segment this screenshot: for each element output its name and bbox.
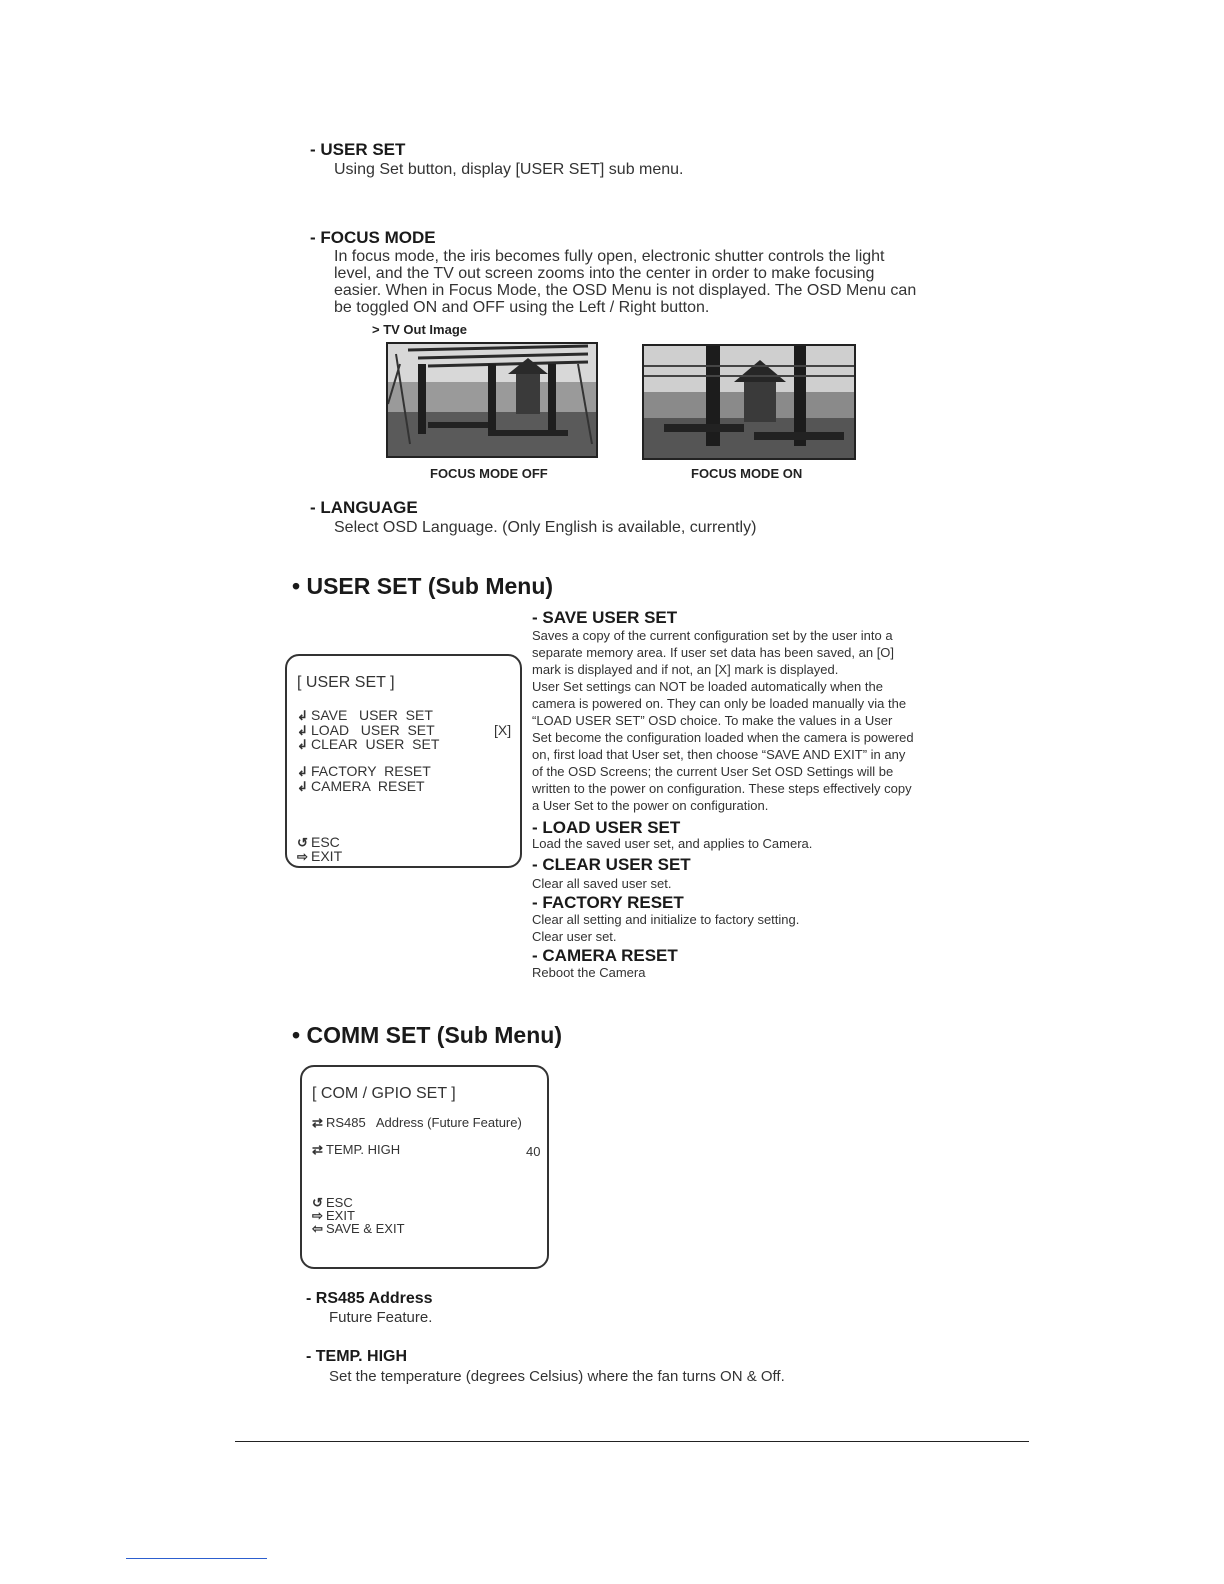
temp-high-heading: - TEMP. HIGH xyxy=(306,1348,408,1365)
osd-item-rs485 xyxy=(312,1115,522,1131)
caption-focus-on: FOCUS MODE ON xyxy=(691,466,803,481)
factory-line: Clear all setting and initialize to factory setting. xyxy=(532,912,800,927)
camera-reset-desc: Reboot the Camera xyxy=(532,965,646,980)
factory-reset-desc xyxy=(532,911,799,945)
footer-link-line xyxy=(126,1558,267,1559)
user-set-desc: Using Set button, display [USER SET] sub menu. xyxy=(334,161,684,178)
user-set-section-title xyxy=(292,573,553,600)
save-line: User Set settings can NOT be loaded automatically when the xyxy=(532,679,883,694)
osd-item-label: CAMERA RESET xyxy=(311,778,425,794)
section-bullet: • xyxy=(292,1022,301,1048)
osd-item-label: RS485 Address (Future Feature) xyxy=(326,1115,522,1130)
osd-item-camera-reset xyxy=(297,778,425,795)
enter-arrow-icon: ↲ xyxy=(297,779,308,794)
rs485-desc: Future Feature. xyxy=(329,1309,433,1326)
clear-user-set-heading: - CLEAR USER SET xyxy=(532,855,691,874)
focus-mode-on-image xyxy=(642,344,856,460)
load-user-set-desc: Load the saved user set, and applies to Camera. xyxy=(532,836,813,851)
focus-mode-line: In focus mode, the iris becomes fully open, electronic shutter controls the light xyxy=(334,248,885,265)
save-line: of the OSD Screens; the current User Set OSD Settings will be xyxy=(532,764,894,779)
enter-arrow-icon: ↲ xyxy=(297,708,308,723)
osd-save-exit-label: SAVE & EXIT xyxy=(326,1221,405,1236)
save-line: separate memory area. If user set data has been saved, an [O] xyxy=(532,645,895,660)
temp-high-desc: Set the temperature (degrees Celsius) where the fan turns ON & Off. xyxy=(329,1368,785,1385)
focus-mode-off-image xyxy=(386,342,598,458)
language-heading: - LANGUAGE xyxy=(310,498,418,517)
osd-exit xyxy=(297,848,342,865)
osd-menu-title: [ USER SET ] xyxy=(297,674,395,691)
save-line: camera is powered on. They can only be loaded manually via the xyxy=(532,696,907,711)
osd-exit-label: EXIT xyxy=(326,1208,355,1223)
rs485-heading: - RS485 Address xyxy=(306,1290,433,1307)
osd-item-label: LOAD USER SET xyxy=(311,722,435,738)
save-line: on, first load that User set, then choose “SAVE AND EXIT” in any xyxy=(532,747,906,762)
exit-icon: ⇨ xyxy=(312,1208,323,1223)
osd-item-temp-high xyxy=(312,1142,400,1158)
toggle-arrows-icon: ⇄ xyxy=(312,1115,323,1130)
caption-focus-off: FOCUS MODE OFF xyxy=(430,466,548,481)
osd-exit-label: EXIT xyxy=(311,848,343,864)
language-desc: Select OSD Language. (Only English is available, currently) xyxy=(334,519,757,536)
osd-item-label: FACTORY RESET xyxy=(311,763,431,779)
enter-arrow-icon: ↲ xyxy=(297,764,308,779)
tv-out-label: > TV Out Image xyxy=(372,322,467,337)
focus-mode-desc xyxy=(334,248,954,316)
return-icon: ↺ xyxy=(312,1195,323,1210)
enter-arrow-icon: ↲ xyxy=(297,723,308,738)
user-set-heading: - USER SET xyxy=(310,140,406,159)
osd-item-label: TEMP. HIGH xyxy=(326,1142,401,1157)
pergola-zoomed-graphic xyxy=(644,346,854,458)
osd-item-label: CLEAR USER SET xyxy=(311,736,440,752)
save-line: Saves a copy of the current configuration set by the user into a xyxy=(532,628,893,643)
camera-reset-heading: - CAMERA RESET xyxy=(532,946,678,965)
save-line: written to the power on configuration. These steps effectively copy xyxy=(532,781,912,796)
focus-mode-line: be toggled ON and OFF using the Left / Right button. xyxy=(334,299,710,316)
osd-temp-value: 40 xyxy=(526,1144,541,1159)
enter-arrow-icon: ↲ xyxy=(297,737,308,752)
osd-item-label: SAVE USER SET xyxy=(311,707,433,723)
return-icon: ↺ xyxy=(297,835,308,850)
user-set-osd-menu xyxy=(285,654,522,868)
comm-set-section-title xyxy=(292,1022,562,1049)
clear-user-set-desc: Clear all saved user set. xyxy=(532,876,672,891)
comm-set-osd-menu xyxy=(300,1065,549,1269)
section-title-text: COMM SET (Sub Menu) xyxy=(306,1022,562,1048)
save-line: “LOAD USER SET” OSD choice. To make the values in a User xyxy=(532,713,893,728)
osd-load-mark: [X] xyxy=(494,722,512,738)
focus-mode-heading: - FOCUS MODE xyxy=(310,228,436,247)
osd-esc-label: ESC xyxy=(311,834,340,850)
section-bullet: • xyxy=(292,573,301,599)
footer-rule xyxy=(235,1441,1029,1442)
save-exit-icon: ⇦ xyxy=(312,1221,323,1236)
save-line: mark is displayed and if not, an [X] mark is displayed. xyxy=(532,662,839,677)
save-line: a User Set to the power on configuration. xyxy=(532,798,769,813)
section-title-text: USER SET (Sub Menu) xyxy=(306,573,554,599)
save-user-set-desc xyxy=(532,627,952,814)
pergola-scene-graphic xyxy=(388,344,596,456)
exit-icon: ⇨ xyxy=(297,849,308,864)
load-user-set-heading: - LOAD USER SET xyxy=(532,818,681,837)
save-line: Set become the configuration loaded when the camera is powered xyxy=(532,730,914,745)
focus-mode-line: easier. When in Focus Mode, the OSD Menu is not displayed. The OSD Menu can xyxy=(334,282,917,299)
focus-mode-line: level, and the TV out screen zooms into the center in order to make focusing xyxy=(334,265,875,282)
osd-esc-label: ESC xyxy=(326,1195,353,1210)
osd-item-clear xyxy=(297,736,439,753)
osd-save-exit xyxy=(312,1221,405,1237)
save-user-set-heading: - SAVE USER SET xyxy=(532,608,678,627)
osd-menu-title: [ COM / GPIO SET ] xyxy=(312,1085,456,1102)
factory-reset-heading: - FACTORY RESET xyxy=(532,893,684,912)
toggle-arrows-icon: ⇄ xyxy=(312,1142,323,1157)
factory-line: Clear user set. xyxy=(532,929,617,944)
